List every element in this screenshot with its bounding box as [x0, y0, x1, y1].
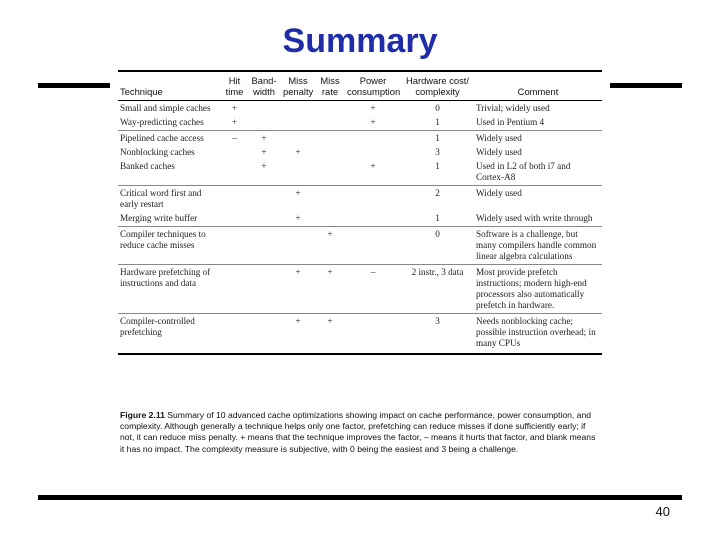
cell-comment: Widely used [476, 188, 522, 198]
cell-miss-rate [315, 101, 345, 116]
page-number: 40 [655, 504, 670, 519]
cell-bandwidth: + [261, 133, 267, 143]
table-row [118, 211, 602, 227]
cell-technique: Merging write buffer [118, 211, 222, 227]
cell-hit-time [222, 159, 247, 186]
cell-miss-penalty [281, 131, 315, 146]
cell-miss-rate: + [315, 265, 345, 314]
cell-technique: Way-predicting caches [118, 115, 222, 131]
cell-miss-rate: + [315, 227, 345, 265]
cell-miss-rate [315, 159, 345, 186]
cell-miss-rate [315, 131, 345, 146]
cell-bandwidth [247, 101, 281, 116]
header-bandwidth: Band- width [247, 73, 281, 101]
footer-rule [38, 495, 682, 500]
table-row [118, 265, 602, 314]
cell-bandwidth: + [261, 147, 267, 157]
cell-comment: Software is a challenge, but many compilers handle common linear algebra calculations [474, 227, 602, 265]
cell-technique: Banked caches [118, 159, 222, 186]
cell-miss-penalty [281, 115, 315, 131]
cell-hit-time [222, 314, 247, 355]
cell-power [345, 145, 401, 159]
cell-technique: Compiler-controlled prefetching [118, 314, 222, 355]
figure-2-11 [118, 70, 604, 476]
cell-hit-time: + [231, 103, 238, 113]
cell-comment: Trivial; widely used [476, 103, 550, 113]
table-top-rule [118, 70, 602, 72]
cell-technique: Critical word first and early restart [120, 188, 202, 209]
table-row [118, 145, 602, 159]
cell-miss-penalty: + [281, 314, 315, 355]
header-hit-time: Hit time [222, 73, 247, 101]
header-miss-rate: Miss rate [315, 73, 345, 101]
cell-hit-time: + [222, 115, 247, 131]
cell-miss-penalty [281, 227, 315, 265]
cell-comment: Widely used [476, 147, 522, 157]
cell-miss-penalty [281, 101, 315, 116]
cell-miss-rate [315, 145, 345, 159]
cell-comment: Used in L2 of both i7 and Cortex-A8 [474, 159, 602, 186]
cell-hit-time [222, 265, 247, 314]
cell-hit-time [222, 227, 247, 265]
cell-cost: 1 [401, 115, 474, 131]
table-row [118, 314, 602, 355]
cell-comment: Needs nonblocking cache; possible instruction overhead; in many CPUs [474, 314, 602, 355]
header-power: Power consumption [345, 73, 401, 101]
table-header-row [118, 73, 602, 101]
cell-miss-rate [315, 115, 345, 131]
cell-technique: Small and simple caches [120, 103, 211, 113]
cell-power [345, 227, 401, 265]
table-row [118, 186, 602, 212]
cell-bandwidth [247, 115, 281, 131]
cell-cost: 3 [401, 314, 474, 355]
cell-cost: 1 [435, 133, 440, 143]
cell-technique: Pipelined cache access [120, 133, 204, 143]
cache-optimization-table [118, 73, 602, 355]
cell-hit-time [222, 211, 247, 227]
cell-hit-time [222, 145, 247, 159]
cell-miss-penalty [281, 159, 315, 186]
cell-miss-rate [315, 211, 345, 227]
cell-power: + [345, 115, 401, 131]
table-row [118, 131, 602, 146]
cell-power [345, 314, 401, 355]
table-row [118, 227, 602, 265]
table-body [118, 101, 602, 355]
slide-title: Summary [282, 22, 438, 60]
table-row [118, 101, 602, 116]
title-rule-right [610, 83, 682, 88]
cell-bandwidth [247, 265, 281, 314]
cell-hit-time [222, 186, 247, 212]
cell-comment: Widely used with write through [474, 211, 602, 227]
cell-cost: 2 instr., 3 data [401, 265, 474, 314]
table-row [118, 159, 602, 186]
cell-bandwidth [247, 314, 281, 355]
cell-cost: 1 [401, 211, 474, 227]
cell-technique: Nonblocking caches [120, 147, 195, 157]
cell-miss-rate [315, 186, 345, 212]
cell-bandwidth [247, 211, 281, 227]
header-technique: Technique [118, 73, 222, 101]
caption-label: Figure 2.11 [120, 410, 165, 420]
cell-cost: 2 [435, 188, 440, 198]
cell-comment: Widely used [476, 133, 522, 143]
cell-bandwidth [247, 227, 281, 265]
cell-cost: 0 [401, 227, 474, 265]
header-comment: Comment [474, 73, 602, 101]
table-row [118, 115, 602, 131]
cell-miss-penalty: + [295, 147, 301, 157]
cell-power [345, 131, 401, 146]
title-rule-left [38, 83, 110, 88]
cell-power [345, 211, 401, 227]
cell-comment: Most provide prefetch instructions; modern high-end processors also automatically prefetch in hardware. [474, 265, 602, 314]
figure-caption [120, 410, 602, 455]
cell-power: + [345, 159, 401, 186]
caption-text: Summary of 10 advanced cache optimizations showing impact on cache performance, power consumption, and complexity. Although generally a technique helps only one factor, prefetching can reduce misses if done sufficiently early; if not, it can reduce miss penalty. + means that the technique improves the factor, – means it hurts that factor, and blank means it has no impact. The complexity measure is subjective, with 0 being the easiest and 3 being a challenge. [120, 410, 596, 454]
cell-comment: Used in Pentium 4 [474, 115, 602, 131]
cell-technique: Hardware prefetching of instructions and data [118, 265, 222, 314]
cell-miss-rate: + [315, 314, 345, 355]
header-hardware-cost: Hardware cost/ complexity [401, 73, 474, 101]
cell-bandwidth [247, 186, 281, 212]
cell-technique: Compiler techniques to reduce cache misses [118, 227, 222, 265]
cell-bandwidth: + [247, 159, 281, 186]
cell-hit-time: – [232, 133, 237, 143]
cell-miss-penalty: + [295, 188, 301, 198]
cell-power: – [345, 265, 401, 314]
cell-power: + [370, 103, 376, 113]
header-miss-penalty: Miss penalty [281, 73, 315, 101]
cell-miss-penalty: + [281, 265, 315, 314]
cell-power [345, 186, 401, 212]
cell-cost: 3 [435, 147, 440, 157]
cell-miss-penalty: + [281, 211, 315, 227]
cell-cost: 0 [435, 103, 440, 113]
cell-cost: 1 [401, 159, 474, 186]
